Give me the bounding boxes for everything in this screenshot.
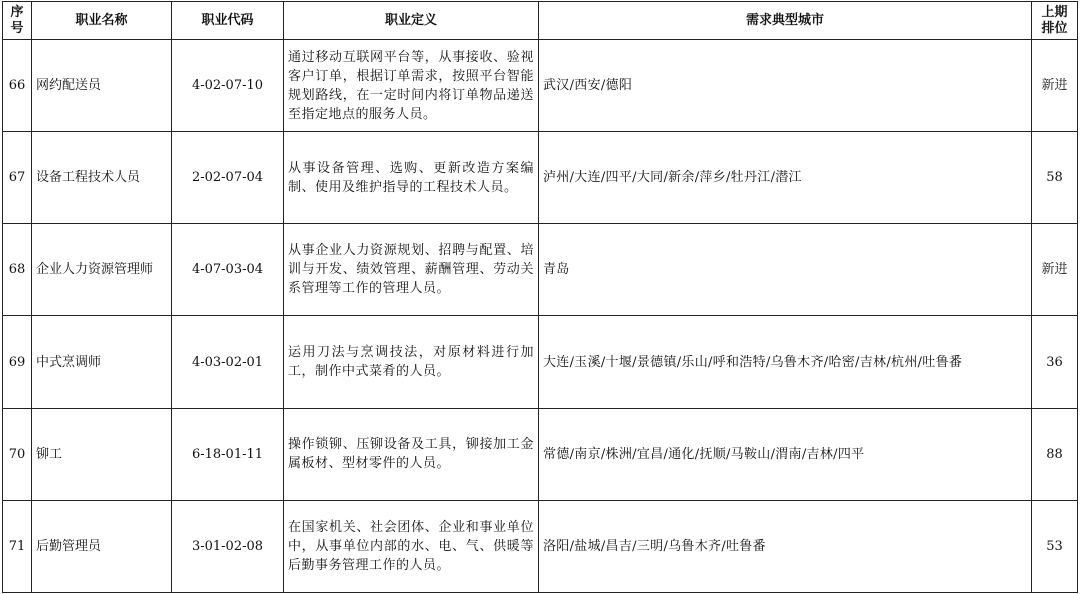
header-row [3, 2, 1078, 40]
row-rank: 36 [1032, 316, 1078, 408]
row-name: 铆工 [32, 408, 172, 500]
row-code: 4-02-07-10 [172, 40, 284, 132]
row-definition: 通过移动互联网平台等，从事接收、验视客户订单，根据订单需求，按照平台智能规划路线，在一定时间内将订单物品递送至指定地点的服务人员。 [284, 40, 539, 132]
row-definition: 从事企业人力资源规划、招聘与配置、培训与开发、绩效管理、薪酬管理、劳动关系管理等工作的管理人员。 [284, 224, 539, 316]
header-rank-line2: 排位 [1041, 20, 1068, 36]
row-code: 2-02-07-04 [172, 132, 284, 224]
header-cities: 需求典型城市 [539, 2, 1032, 40]
row-rank: 新进 [1032, 224, 1078, 316]
row-cities: 青岛 [539, 224, 1032, 316]
row-cities: 大连/玉溪/十堰/景德镇/乐山/呼和浩特/乌鲁木齐/哈密/吉林/杭州/吐鲁番 [539, 316, 1032, 408]
table-row [3, 40, 1078, 132]
row-name: 后勤管理员 [32, 500, 172, 592]
header-no-line1: 序 [10, 4, 24, 20]
row-definition: 从事设备管理、选购、更新改造方案编制、使用及维护指导的工程技术人员。 [284, 132, 539, 224]
row-no: 69 [3, 316, 32, 408]
header-definition: 职业定义 [284, 2, 539, 40]
row-no: 68 [3, 224, 32, 316]
row-rank: 新进 [1032, 40, 1078, 132]
row-name: 设备工程技术人员 [32, 132, 172, 224]
header-no-line2: 号 [10, 20, 24, 36]
table-row [3, 132, 1078, 224]
row-definition: 操作锁铆、压铆设备及工具，铆接加工金属板材、型材零件的人员。 [284, 408, 539, 500]
row-no: 67 [3, 132, 32, 224]
row-rank: 88 [1032, 408, 1078, 500]
row-cities: 武汉/西安/德阳 [539, 40, 1032, 132]
row-cities: 泸州/大连/四平/大同/新余/萍乡/牡丹江/潜江 [539, 132, 1032, 224]
row-no: 66 [3, 40, 32, 132]
header-name: 职业名称 [32, 2, 172, 40]
table-row [3, 316, 1078, 408]
row-name: 网约配送员 [32, 40, 172, 132]
table-row [3, 408, 1078, 500]
header-rank-line1: 上期 [1041, 4, 1068, 20]
row-code: 4-03-02-01 [172, 316, 284, 408]
table-row [3, 224, 1078, 316]
row-code: 3-01-02-08 [172, 500, 284, 592]
row-code: 6-18-01-11 [172, 408, 284, 500]
row-name: 中式烹调师 [32, 316, 172, 408]
row-definition: 在国家机关、社会团体、企业和事业单位中，从事单位内部的水、电、气、供暖等后勤事务管理工作的人员。 [284, 500, 539, 592]
table-row [3, 500, 1078, 592]
header-code: 职业代码 [172, 2, 284, 40]
row-no: 71 [3, 500, 32, 592]
row-cities: 洛阳/盐城/昌吉/三明/乌鲁木齐/吐鲁番 [539, 500, 1032, 592]
row-no: 70 [3, 408, 32, 500]
row-rank: 53 [1032, 500, 1078, 592]
row-cities: 常德/南京/株洲/宜昌/通化/抚顺/马鞍山/渭南/吉林/四平 [539, 408, 1032, 500]
row-definition: 运用刀法与烹调技法，对原材料进行加工，制作中式菜肴的人员。 [284, 316, 539, 408]
header-no [3, 2, 32, 40]
occupation-table [2, 1, 1078, 593]
header-rank [1032, 2, 1078, 40]
row-name: 企业人力资源管理师 [32, 224, 172, 316]
row-rank: 58 [1032, 132, 1078, 224]
row-code: 4-07-03-04 [172, 224, 284, 316]
